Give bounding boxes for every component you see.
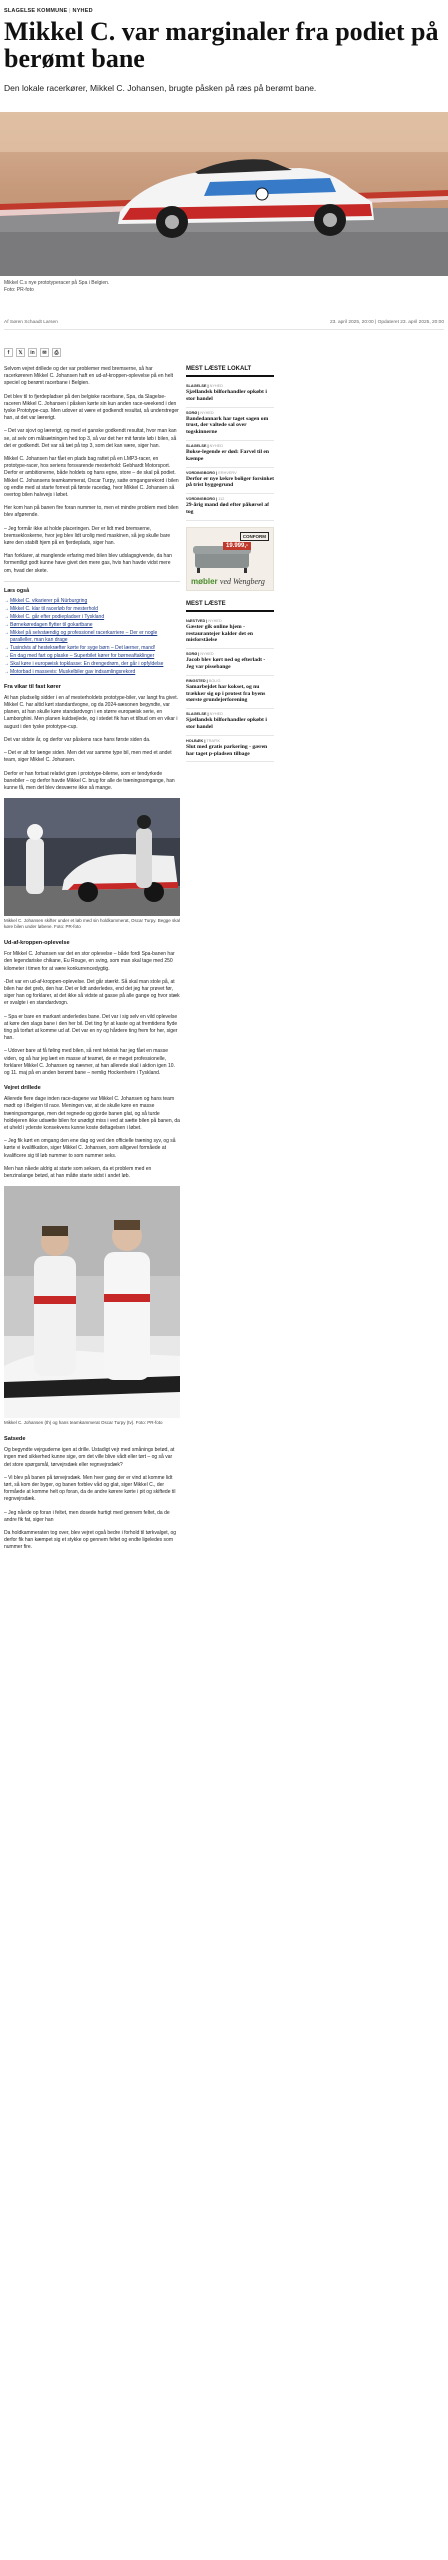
kicker: [4, 8, 444, 14]
article-tag: HOLBÆK: [186, 738, 204, 743]
hero-caption-credit: Foto: PR-foto: [4, 287, 34, 293]
paragraph: Derfor er han fortsat relativt grøn i prototype-bilerne, som er tendyrkede banebiler – og derfor havde Mikkel C. brug for alle de træningsomgange, han kunne få, men det blev desværre ikke så mange.: [4, 770, 175, 791]
subheading: Vejret drillede: [4, 1085, 41, 1092]
facebook-icon[interactable]: f: [4, 348, 13, 357]
ad-brand: [191, 577, 265, 586]
hero-caption-text: Mikkel C.s nye prototyperacer på Spa i Belgien.: [4, 280, 110, 286]
article-tag: VORDINGBORG: [186, 470, 216, 475]
hero-image: [0, 112, 448, 276]
byline-dates: 23. april 2025, 20:00 | Opdateret 23. april 2025, 20:00: [329, 320, 444, 325]
article-subtag: ERHVERV: [218, 470, 237, 475]
see-also-link[interactable]: → En dag med fart og plaske – Superbilet kører for børneaftaklinger: [4, 653, 180, 660]
paragraph: Da holdkammeraten tog over, blev vejret også bedre i forhold til tørkvalget, og derfor fik han kæmpet sig et stykke op gennem feltet og endte ligeledes som nummer fire.: [4, 1530, 177, 1551]
x-icon[interactable]: 𝕏: [16, 348, 25, 357]
article-title[interactable]: Sjællandsk bilforhandler opkøbt i stor handel: [186, 389, 267, 402]
article-tag: SLAGELSE: [186, 443, 207, 448]
article-body: [0, 366, 180, 1558]
see-also-link[interactable]: → Mikkel C. vikarierer på Nürburgring: [4, 598, 180, 605]
article-tag: SORØ: [186, 652, 198, 657]
paragraph: Og begyndte vejrguderne igen at drille. Ustadigt vejr med smånings betød, at ingen med sikkerhed kunne sige, om det ville blive vådt eller tørt – og så var det store spørgsmål, tørvejrsdæk eller regnvejrsdæk?: [4, 1447, 175, 1468]
sidebar-article[interactable]: VORDINGBORG | 112 29-årig mand død efter påkørsel af tog: [186, 494, 274, 521]
article-title[interactable]: Derfor er nye lækre boliger forsinket på trist byggegrund: [186, 475, 274, 489]
article-title[interactable]: 29-årig mand død efter påkørsel af tog: [186, 502, 270, 515]
paragraph: – Det er alt for længe siden. Men det var samme type bil, men med et andet team, siger Mikkel C. Johansen.: [4, 750, 172, 764]
article-tag: SLAGELSE: [186, 384, 207, 388]
paragraph: -Det var en ud-af-kroppen-oplevelse. Det går stærkt. Så skal man stole på, at bilen har det greb, den har. Det er lidt anderledes, end det jeg har prøvet før, siger han og forklarer, at det ikke så vidste at gasse på alle gange og hvor stæk er svalgte i en standardvogn.: [4, 978, 180, 1007]
article-title[interactable]: Slut med gratis parkering - gæren har taget p-pladsen tilbage: [186, 743, 268, 757]
see-also-link[interactable]: → Skal køre i europæisk topklasse: En drengedrøm, der går i opfyldelse: [4, 661, 180, 668]
see-also-link[interactable]: → Tusindvis af hestekræfter kørte for syge børn – Det lærner, mand!: [4, 645, 180, 652]
subheading: Satsede: [4, 1436, 26, 1443]
race-car-photo: [0, 112, 448, 276]
paragraph: Det blev til to fjerdepladser på den belgiske racerbane, Spa, da Slagelse-raceren Mikkel C. Johansen i påsken kørte sin kun anden race-weekend i den tyske Prototype-cup. Men udover at være et godkendt resultat, så understreger han, at det var lærerigt.: [4, 393, 179, 422]
sidebar-article[interactable]: NÆSTVED | NYHED Gæster gik online hjem - restaurantejer kalder det en misforståelse: [186, 616, 274, 649]
advertisement[interactable]: [186, 527, 274, 591]
kicker-category: NYHED: [72, 8, 93, 14]
article-header: [0, 0, 448, 94]
article-tag: RINGSTED: [186, 678, 206, 683]
article-title[interactable]: Gæster gik online hjem - restaurantejer kalder det en misforståelse: [186, 623, 253, 644]
sidebar-article[interactable]: SLAGELSE | NYHED Boksе-legende er død: Farvel til en kæmpe: [186, 441, 274, 468]
see-also-link[interactable]: → Mikkel C. går efter podiepladser i Tyskland: [4, 614, 180, 621]
sidebar-article[interactable]: VORDINGBORG | ERHVERV Derfor er nye lækre boliger forsinket på trist byggegrund: [186, 468, 274, 495]
sidebar-article[interactable]: HOLBÆK | TRAFIK Slut med gratis parkering - gæren har taget p-pladsen tilbage: [186, 736, 274, 763]
article-title[interactable]: Samarbejdet har kokset, og nu trækker sig op i protest fra byens største grundejerforening: [186, 683, 266, 704]
sidebar-article[interactable]: SLAGELSE | NYHED Sjællandsk bilforhandler opkøbt i stor handel: [186, 381, 274, 408]
paragraph: Her kom han på banen fire foran nummer to, men et mindre problem med bilen blev afgørende.: [4, 505, 179, 519]
paragraph: At han pludselig sidder i en af mesterholdets prototype-biler, var langt fra givet. Mikkel C. har altid kørt standardvogne, og da 2024-sæsonen begyndte, var planen, at han skulle køre standardvogn i en større europæisk serie, en Lamborghini. Men planen kuldsejlede, og i stedet fik han et tilbud om en vikar i august i den tyske prototype-cup.: [4, 694, 178, 730]
paragraph: – Jeg formår ikke at holde placeringen. Der er lidt med bremserne, bremsekloskerne, hvor jeg blev lidt urolig med maskinen, så jeg skulle bare køre den stabilt hjem på en fjerdeplads, siger han.: [4, 525, 171, 547]
pit-stop-photo: [4, 798, 180, 916]
article-title[interactable]: Boksе-legende er død: Farvel til en kæmpe: [186, 448, 270, 462]
see-also-link[interactable]: → Mikkel på selvstændig og professionel racerkarriere – Der er nogle paralleller, man kan drage: [4, 630, 180, 644]
byline: [0, 320, 448, 325]
print-icon[interactable]: ⎙: [52, 348, 61, 357]
article-tag: NÆSTVED: [186, 618, 206, 623]
sidebar-article[interactable]: SORØ | NYHED Bandedannark har taget sagen om trust, der valtede sal over togskinnerne: [186, 408, 274, 441]
byline-author[interactable]: Af Søren Schaadt Larsen: [4, 320, 58, 325]
see-also-link[interactable]: → Børnekøredagen flytter til gokartbane: [4, 622, 180, 629]
headline: Mikkel C. var marginaler fra podiet på berømt bane: [4, 17, 439, 73]
most-read-local-title: MEST LÆSTE LOKALT: [186, 366, 274, 377]
paragraph: Det var sidste år, og derfor var påskens race hans første siden da.: [4, 736, 151, 743]
paragraph: For Mikkel C. Johansen var det en stor oplevelse – både fordi Spa-banen har den legendariske chikane, Eu Rouge, en sving, som man skal tage med 250 kilometer i timen for at være konkurrencedygtig.: [4, 951, 175, 972]
paragraph: Men han nåede aldrig at starte som seksen, da et problem med en benzinslange betød, at han måtte starte sidst i andet løb.: [4, 1165, 152, 1179]
ad-brand-name: møbler: [191, 576, 218, 586]
article-title[interactable]: Bandedannark har taget sagen om trust, der valtede sal over togskinnerne: [186, 415, 269, 436]
paragraph: Selvom vejret drillede og der var problemer med bremserne, så har racerkøreren Mikkel C. Johansen haft en ud-af-kroppen-oplevelse på en helt speciel og berømt racerbane i Belgien.: [4, 366, 173, 387]
article-title[interactable]: Jacob blev kørt ned og efterladt - Jeg var pissebange: [186, 657, 266, 670]
paragraph: Mikkel C. Johansen har fået en plads bag rattet på en LMP3-racer, en prototype-racer, hos seriens forsvarende mesterhold: Gebhardt Motorsport. Derfor er ambitionerne, både holdets og hans egne, store – de skal på podiet. Mikkel C. Johansens teamkammerat, Oscar Turpy, satte omgangsrekord i bilen og endte med at starte forrest på første racedag, hvor Mikkel C. Johansen så overtog bilen halvvejs i løbet.: [4, 456, 179, 499]
content-columns: [0, 366, 448, 1558]
article-subtag: NYHED: [209, 384, 223, 388]
share-bar: [0, 330, 448, 357]
paragraph: – Jeg nåede op foran i feltet, men dosede hurtigt med gennem feltet, da de andre fik fat, siger han: [4, 1509, 170, 1523]
article-subtag: 112: [218, 497, 225, 502]
article-subtag: BOLIG: [208, 678, 221, 683]
article-subtag: NYHED: [209, 712, 223, 717]
kicker-separator: |: [69, 8, 71, 14]
drivers-image: [4, 1186, 180, 1418]
article-subtag: NYHED: [209, 443, 223, 448]
see-also-list: [4, 598, 180, 676]
paragraph: – Vi blev på banen på tørvejrsdæk. Men hver gang der er vind at komme lidt tørt, så kom der byger, og banen forblev våd og glat, siger Mikkel C., der formåede at komme helt op foran, da de andre kørere kørte i pit og skiftede til regnvejrsdæk.: [4, 1474, 176, 1503]
kicker-section[interactable]: SLAGELSE KOMMUNE: [4, 8, 68, 14]
pit-stop-image: [4, 798, 180, 916]
ad-price: 19.999,-: [223, 542, 251, 550]
paragraph: – Det var sjovt og lærerigt, og med et ganske godkendt resultat, hvor man kan se, at selv om målsætningen hed top 3, så var det her mit første løb i bilen, så det er godkendt. Det var så tæt på top 3, som det kan være, siger han.: [4, 428, 177, 449]
see-also-link[interactable]: → Motorbad i massevis: Muskelbiler gav indsamlingsrekord: [4, 669, 180, 676]
paragraph: – Udover bare at få føling med bilen, så rent teknisk har jeg fået en masse viden, og så har jeg lært en masse af teamet, de er meget professionelle, forklarer Mikkel C. Johansen og nævner, at han allerede skal i aktion igen 10. og 11. maj på en anden berømt bane – nemlig Hockenheim i Tyskland.: [4, 1048, 175, 1076]
article-title[interactable]: Sjællandsk bilforhandler opkøbt i stor handel: [186, 717, 267, 730]
lead-paragraph: Den lokale racerkører, Mikkel C. Johansen, brugte påsken på ræs på berømt bane.: [4, 83, 317, 93]
paragraph: – Spa er bare en markant anderledes bane. Det var i sig selv en vild oplevelse at køre den slags bane i den her bil. Det ting fyr at kaste og at fremtidens flyde ting på torfart at komme ud af. Det var en ny og hårdere ting frem for her, siger han.: [4, 1013, 178, 1042]
article-subtag: NYHED: [200, 410, 214, 415]
article-tag: SORØ: [186, 410, 198, 415]
sidebar: [186, 366, 274, 1558]
article-subtag: TRAFIK: [206, 738, 220, 743]
paragraph: – Jeg fik kørt en omgang den ene dag og ved den officielle træning syv, og så kørte vi kvalifikation, siger Mikkel C. Johansen, som alligevel formåede at kvalificere sig til løb nummer to som nummer seks.: [4, 1138, 176, 1159]
see-also-box: [4, 581, 180, 676]
see-also-link[interactable]: → Mikkel C. klar til racerløb for mesterhold: [4, 606, 180, 613]
see-also-title: Læs også: [4, 587, 30, 594]
article-subtag: NYHED: [208, 618, 222, 623]
linkedin-icon[interactable]: in: [28, 348, 37, 357]
photo-caption: Mikkel C. Johansen (th) og hans teamkammerat Oscar Turpy (tv). Foto: PR-foto: [4, 1420, 163, 1426]
hero-caption: [0, 276, 448, 294]
article-tag: VORDINGBORG: [186, 497, 216, 502]
sidebar-article[interactable]: RINGSTED | BOLIG Samarbejdet har kokset, og nu trækker sig op i protest fra byens største grundejerforening: [186, 676, 274, 709]
subheading: Fra vikar til fast kører: [4, 683, 61, 690]
sidebar-article[interactable]: SLAGELSE | NYHED Sjællandsk bilforhandler opkøbt i stor handel: [186, 709, 274, 736]
subheading: Ud-af-kroppen-oplevelse: [4, 940, 70, 947]
most-read-title: MEST LÆSTE: [186, 601, 274, 612]
article-tag: SLAGELSE: [186, 712, 207, 717]
paragraph: Han forklarer, at manglende erfaring med bilen blev udslagsgivende, da han formentligt godt kunne have givet den mere gas, hvis han havde vidst mere om, hvad der skete.: [4, 553, 172, 574]
sidebar-article[interactable]: SORØ | NYHED Jacob blev kørt ned og efterladt - Jeg var pissebange: [186, 649, 274, 676]
mail-icon[interactable]: ✉: [40, 348, 49, 357]
photo-caption: Mikkel C. Johansen skifter under et løb med sin holdkammerat, Oscar Turpy. Begge skal køre bilen under løbene. Foto: PR-foto: [4, 918, 180, 930]
ad-logo: CONFORM: [240, 532, 269, 541]
ad-brand-sub: ved Wengberg: [219, 576, 265, 586]
article-subtag: NYHED: [200, 652, 214, 657]
paragraph: Allerede flere dage inden race-dagene var Mikkel C. Johansen og hans team mødt op i Belgien til race. Meningen var, at de skulle køre en masse træningsomgange, men det regnede og gjorde banen glat, og så turde holdejeren ikke udsætte bilen for unødigt miss i ved at sætte bilen på banen, da et uheld i yderste konsekvens kunne koste deltagelsen i løbet.: [4, 1096, 180, 1131]
drivers-photo: [4, 1186, 180, 1418]
